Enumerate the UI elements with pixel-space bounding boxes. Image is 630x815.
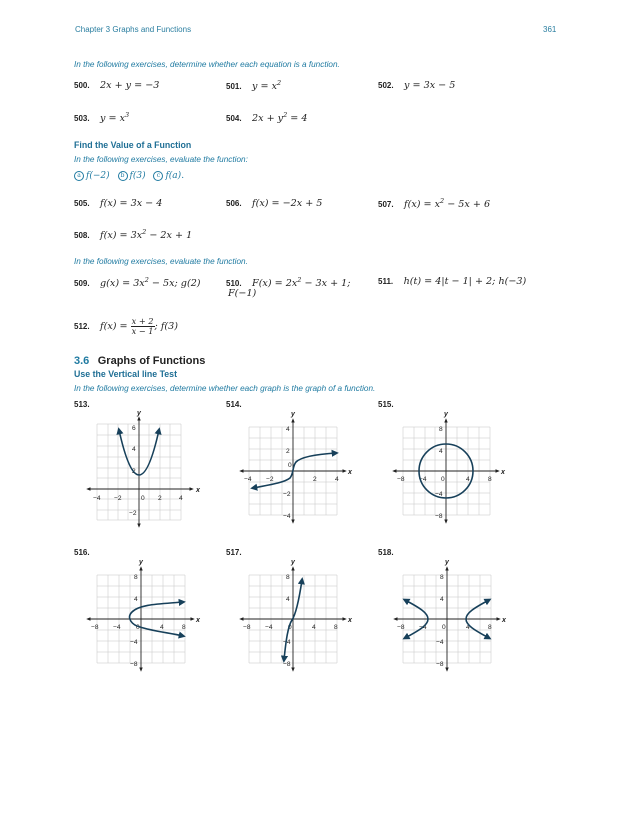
y-tick-label: 4 — [134, 596, 138, 603]
exercise-number: 505. — [74, 199, 90, 208]
graph-518 — [395, 559, 507, 670]
x-tick-label: −2 — [114, 495, 122, 502]
y-tick-label: −8 — [436, 661, 444, 668]
instruction-evaluate-colon: In the following exercises, evaluate the function: — [74, 155, 248, 164]
option-text: f(−2) — [86, 171, 110, 181]
exercise-expression: $2x + y^2 = 4$ — [252, 110, 308, 124]
y-tick-label: 8 — [440, 574, 444, 581]
section-title: Graphs of Functions — [97, 355, 206, 367]
graph-number-518: 518. — [378, 548, 394, 557]
x-tick-label: −8 — [397, 624, 405, 631]
y-tick-label: 8 — [134, 574, 138, 581]
x-tick-label: 0 — [442, 624, 446, 631]
x-tick-label: 0 — [441, 476, 445, 483]
x-axis-label: x — [501, 469, 505, 476]
x-tick-label: 0 — [288, 624, 292, 631]
x-axis-label: x — [196, 617, 200, 624]
exercise-expression: $y = x^3$ — [100, 110, 130, 124]
x-tick-label: −8 — [397, 476, 405, 483]
x-tick-label: −8 — [243, 624, 251, 631]
y-tick-label: −4 — [130, 639, 138, 646]
y-tick-label: 4 — [286, 426, 290, 433]
y-tick-label: 4 — [439, 448, 443, 455]
y-tick-label: 4 — [440, 596, 444, 603]
x-axis-label: x — [348, 617, 352, 624]
x-tick-label: 0 — [141, 495, 145, 502]
x-tick-label: −4 — [244, 476, 252, 483]
y-tick-label: −2 — [129, 510, 137, 517]
x-axis-label: x — [502, 617, 506, 624]
graph-number-516: 516. — [74, 548, 90, 557]
x-tick-label: 0 — [288, 462, 292, 469]
x-tick-label: −4 — [419, 476, 427, 483]
exercise-expression: f(x) = $\frac{x + 2}{x - 1}$ ; f(3) — [100, 316, 178, 336]
x-tick-label: −4 — [265, 624, 273, 631]
y-tick-label: 8 — [439, 426, 443, 433]
exercise-expression: f(x) = −2x + 5 — [252, 198, 323, 209]
y-tick-label: −2 — [283, 491, 291, 498]
option-text: f(a). — [165, 171, 185, 181]
section-number: 3.6 — [74, 355, 90, 367]
y-tick-label: −8 — [130, 661, 138, 668]
exercise-number: 501. — [226, 82, 242, 91]
x-tick-label: 4 — [160, 624, 164, 631]
y-tick-label: −4 — [436, 639, 444, 646]
y-tick-label: −4 — [283, 513, 291, 520]
exercise-number: 507. — [378, 200, 394, 209]
exercise-expression: $f(x) = 3x^2 - 2x + 1$ — [100, 227, 193, 241]
y-axis-label: y — [139, 559, 143, 566]
x-tick-label: 8 — [488, 624, 492, 631]
x-axis-label: x — [196, 487, 200, 494]
exercise-expression: $F(x) = 2x^2 - 3x + 1$; — [252, 275, 351, 289]
subheading-vertical-line-test: Use the Vertical line Test — [74, 369, 177, 379]
exercise-expression: f(x) = 3x − 4 — [100, 198, 163, 209]
running-header-chapter: Chapter 3 Graphs and Functions — [75, 25, 192, 34]
x-tick-label: 2 — [313, 476, 317, 483]
y-tick-label: 2 — [286, 448, 290, 455]
exercise-number: 512. — [74, 322, 90, 331]
y-tick-label: −4 — [435, 491, 443, 498]
x-tick-label: 2 — [158, 495, 162, 502]
fraction: $\frac{x + 2}{x - 1}$ — [131, 316, 154, 336]
exercise-expression: $g(x) = 3x^2 - 5x$; g(2) — [100, 275, 201, 289]
exercise-510-line2: F(−1) — [228, 288, 257, 299]
x-tick-label: −4 — [93, 495, 101, 502]
y-axis-label: y — [291, 559, 295, 566]
x-tick-label: 0 — [136, 624, 140, 631]
graph-number-515: 515. — [378, 400, 394, 409]
option-text: f(3) — [129, 171, 146, 181]
graph-514 — [241, 411, 353, 522]
exercise-number: 509. — [74, 279, 90, 288]
x-tick-label: 4 — [466, 624, 470, 631]
exercise-expression: $f(x) = x^2 - 5x + 6$ — [404, 196, 491, 210]
x-tick-label: 8 — [334, 624, 338, 631]
y-tick-label: 6 — [132, 425, 136, 432]
y-tick-label: 2 — [132, 468, 136, 475]
exercise-number: 502. — [378, 81, 394, 90]
x-axis-label: x — [348, 469, 352, 476]
exercise-number: 506. — [226, 199, 242, 208]
y-tick-label: 8 — [286, 574, 290, 581]
y-axis-label: y — [291, 411, 295, 418]
exercise-number: 511. — [378, 277, 394, 286]
x-tick-label: 8 — [488, 476, 492, 483]
exercise-expression: $y = x^2$ — [252, 78, 282, 92]
heading-find-value: Find the Value of a Function — [74, 140, 192, 150]
y-axis-label: y — [137, 410, 141, 417]
exercise-number: 503. — [74, 114, 90, 123]
y-tick-label: −8 — [435, 513, 443, 520]
x-tick-label: −2 — [266, 476, 274, 483]
graph-515 — [394, 411, 506, 522]
y-tick-label: 4 — [286, 596, 290, 603]
graph-513 — [88, 410, 201, 526]
graph-517 — [241, 559, 353, 670]
graph-number-517: 517. — [226, 548, 242, 557]
option-letter-c: c — [153, 171, 163, 181]
exercise-expression: 2x + y = −3 — [100, 80, 160, 91]
x-tick-label: 4 — [335, 476, 339, 483]
exercise-number: 500. — [74, 81, 90, 90]
y-axis-label: y — [445, 559, 449, 566]
x-tick-label: 4 — [312, 624, 316, 631]
y-tick-label: −4 — [283, 639, 291, 646]
graph-number-514: 514. — [226, 400, 242, 409]
exercise-expression: h(t) = 4|t − 1| + 2; h(−3) — [403, 276, 527, 287]
x-tick-label: −4 — [419, 624, 427, 631]
y-tick-label: −8 — [283, 661, 291, 668]
instruction-evaluate: In the following exercises, evaluate the function. — [74, 257, 248, 266]
graph-516 — [88, 559, 201, 670]
exercise-number: 508. — [74, 231, 90, 240]
page-number: 361 — [543, 25, 557, 34]
instruction-equations: In the following exercises, determine whether each equation is a function. — [74, 60, 340, 69]
instruction-graphs: In the following exercises, determine whether each graph is the graph of a function. — [74, 384, 376, 393]
x-tick-label: −4 — [113, 624, 121, 631]
graph-number-513: 513. — [74, 400, 90, 409]
x-tick-label: 4 — [179, 495, 183, 502]
exercise-number: 510. — [226, 279, 242, 288]
exercise-expression: y = 3x − 5 — [404, 80, 456, 91]
y-axis-label: y — [444, 411, 448, 418]
x-tick-label: 4 — [466, 476, 470, 483]
y-tick-label: 4 — [132, 446, 136, 453]
x-tick-label: 8 — [182, 624, 186, 631]
option-letter-b: b — [118, 171, 128, 181]
option-letter-a: a — [74, 171, 84, 181]
exercise-number: 504. — [226, 114, 242, 123]
x-tick-label: −8 — [91, 624, 99, 631]
